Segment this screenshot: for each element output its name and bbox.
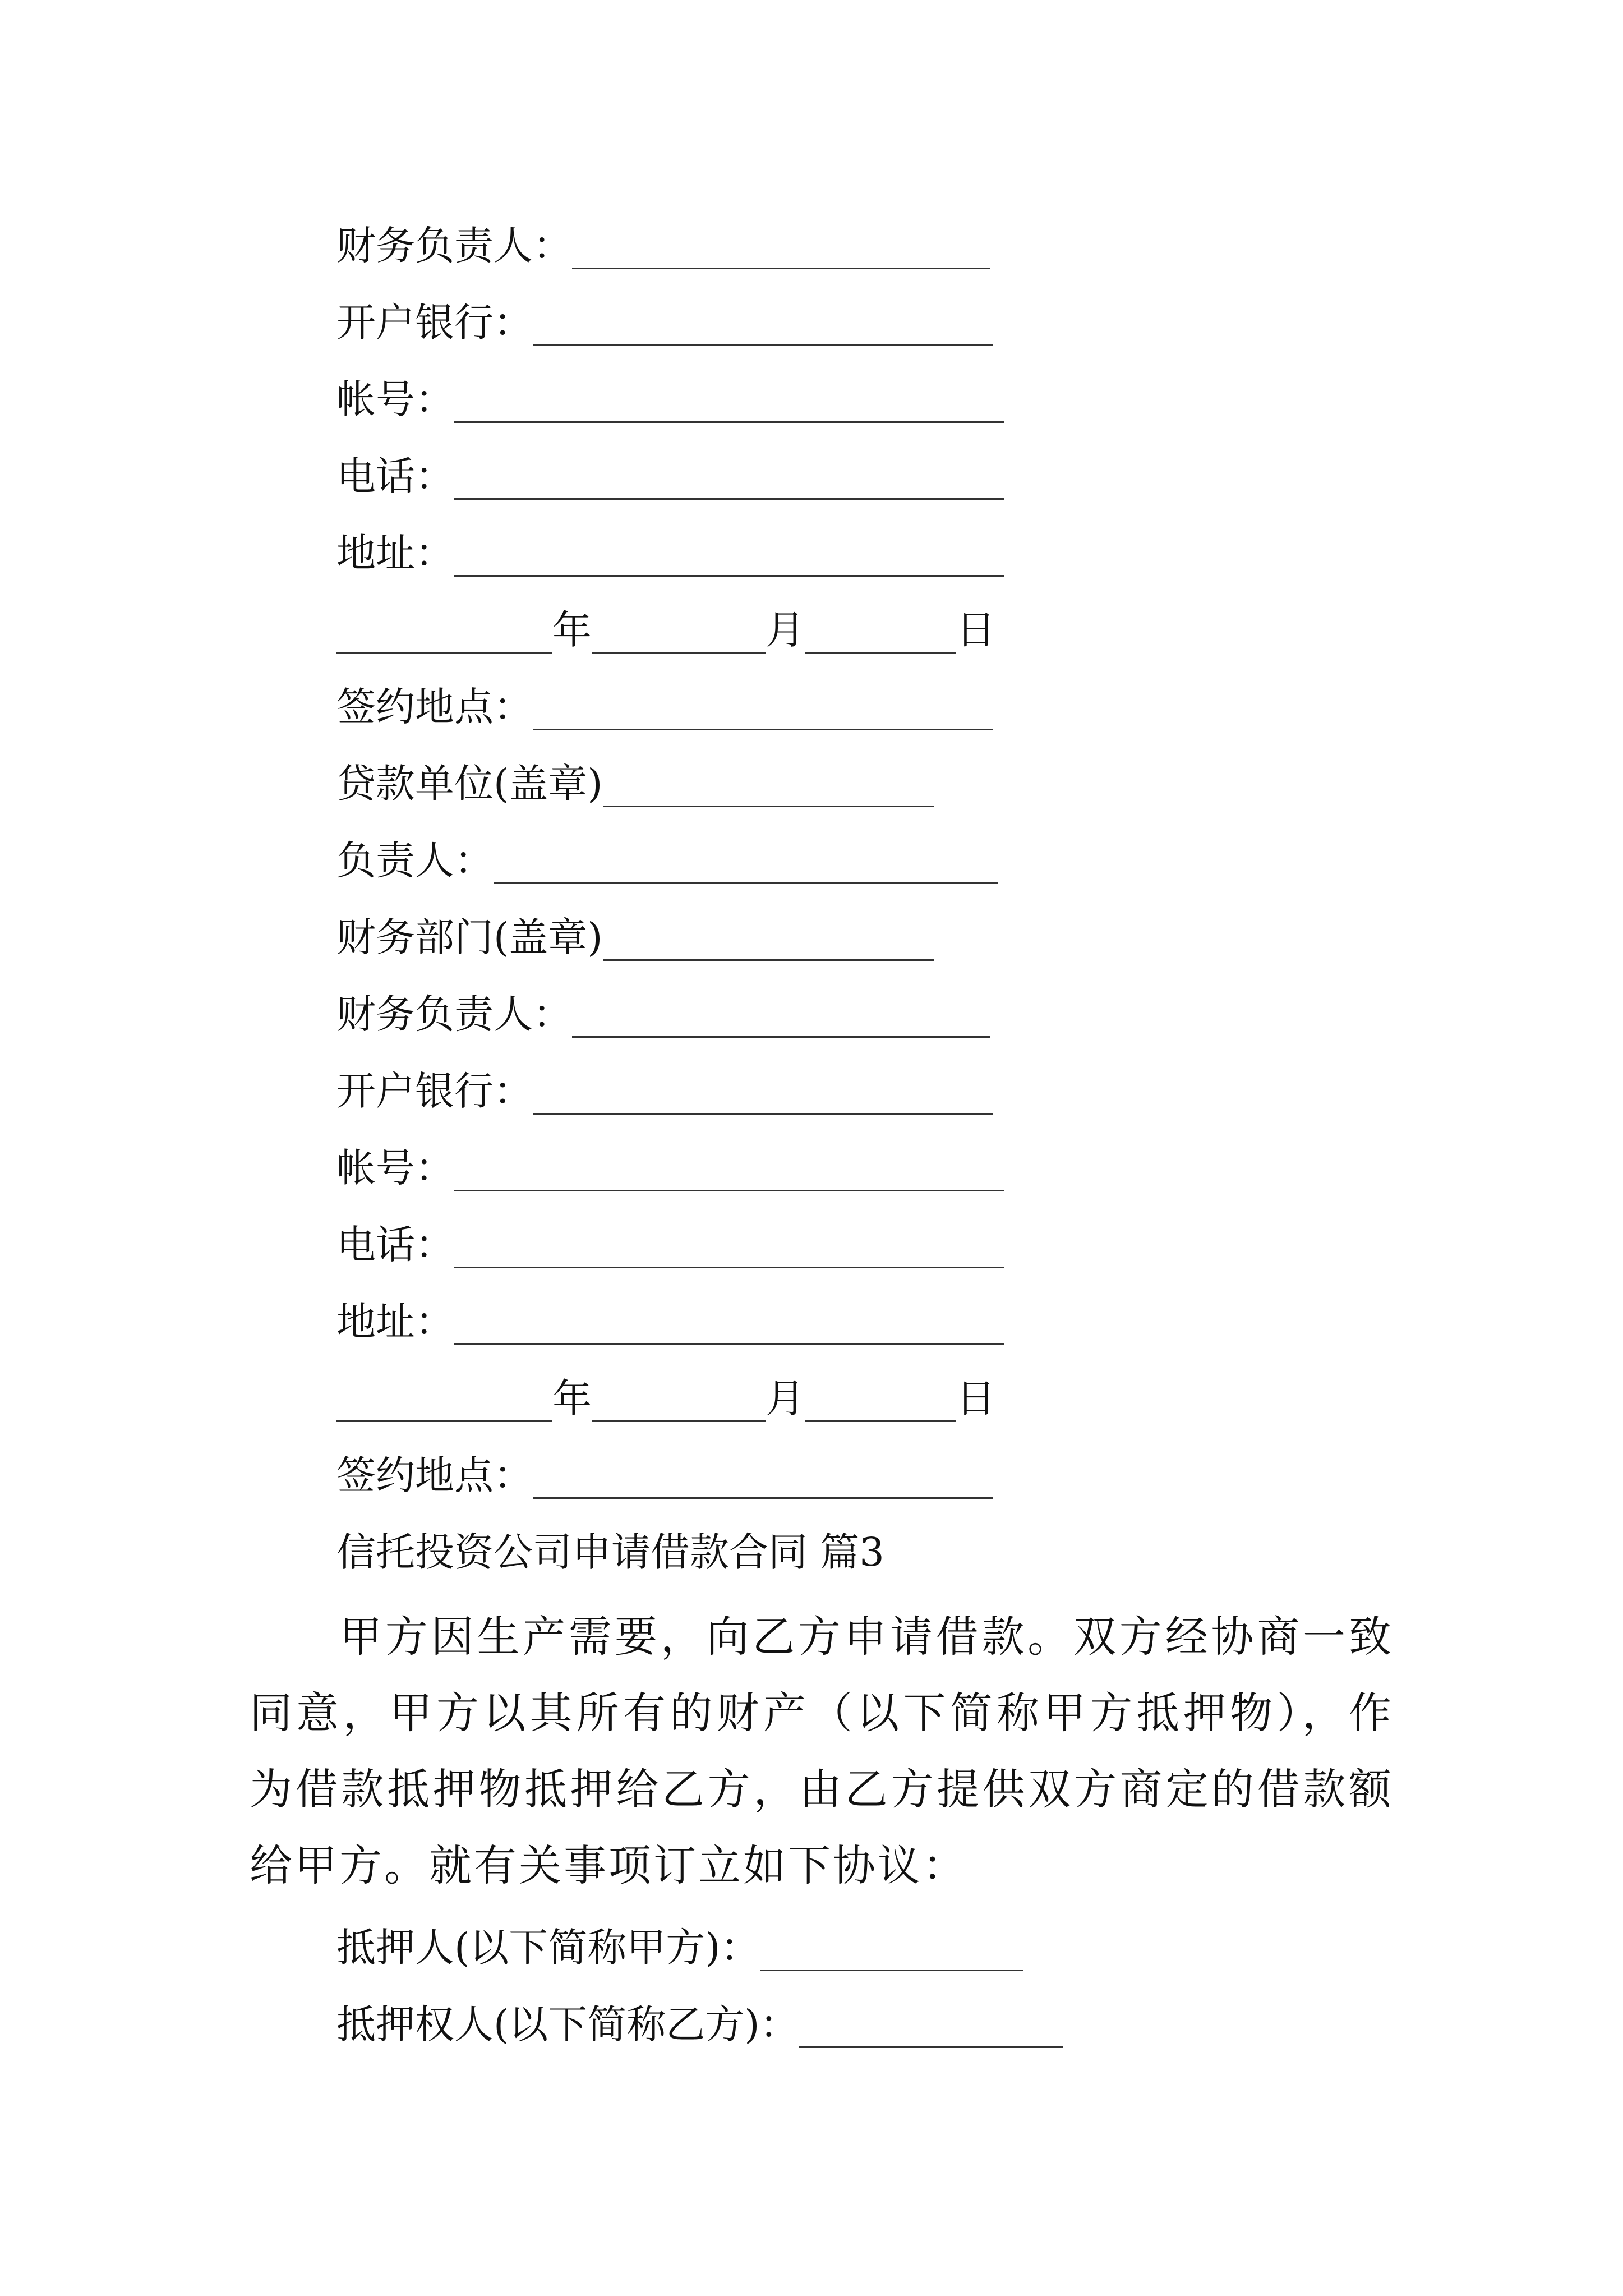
- sign-place-label-2: 签约地点：: [336, 1452, 533, 1498]
- mortgagor-label: 抵押人(以下简称甲方)：: [336, 1925, 760, 1971]
- address-blank-2: [454, 1309, 1004, 1345]
- address-row-2: [336, 1294, 1004, 1350]
- address-label: 地址：: [336, 530, 454, 576]
- year-blank-2: [336, 1386, 552, 1422]
- mortgagor-blank: [760, 1935, 1023, 1971]
- lender-unit-blank: [603, 771, 934, 807]
- finance-head-label: 财务负责人：: [336, 223, 572, 269]
- address-row: [336, 525, 1004, 581]
- head-label: 负责人：: [336, 838, 494, 884]
- bank-blank-2: [533, 1078, 993, 1115]
- bank-row: [336, 295, 993, 351]
- bank-label-2: 开户银行：: [336, 1068, 533, 1114]
- account-blank: [454, 386, 1004, 423]
- phone-blank-2: [454, 1232, 1004, 1268]
- lender-unit-label: 贷款单位(盖章): [336, 761, 603, 807]
- finance-dept-blank: [603, 924, 934, 961]
- address-label-2: 地址：: [336, 1299, 454, 1345]
- finance-head-blank-2: [572, 1001, 990, 1038]
- month-label-2: 月: [766, 1375, 805, 1421]
- address-blank: [454, 540, 1004, 577]
- month-label: 月: [766, 607, 805, 653]
- phone-label-2: 电话：: [336, 1222, 454, 1268]
- phone-label: 电话：: [336, 453, 454, 499]
- head-row: [336, 832, 998, 889]
- sign-place-blank: [533, 694, 993, 730]
- month-blank: [592, 617, 766, 654]
- sign-place-row: [336, 679, 993, 735]
- day-blank: [805, 617, 956, 654]
- bank-row-2: [336, 1063, 993, 1119]
- mortgagee-blank: [799, 2012, 1063, 2048]
- phone-blank: [454, 463, 1004, 500]
- date-row: [336, 602, 995, 658]
- sign-place-label: 签约地点：: [336, 684, 533, 730]
- section-title: 信托投资公司申请借款合同 篇3: [336, 1529, 884, 1575]
- bank-blank: [533, 310, 993, 346]
- finance-dept-label: 财务部门(盖章): [336, 914, 603, 960]
- mortgagor-row: [336, 1920, 1023, 1976]
- day-blank-2: [805, 1386, 956, 1422]
- finance-head-blank: [572, 233, 990, 269]
- account-label-2: 帐号：: [336, 1145, 454, 1191]
- finance-head-label-2: 财务负责人：: [336, 991, 572, 1037]
- sign-place-blank-2: [533, 1462, 993, 1499]
- sign-place-row-2: [336, 1447, 993, 1503]
- account-row: [336, 371, 1004, 427]
- year-blank: [336, 617, 552, 654]
- account-blank-2: [454, 1155, 1004, 1191]
- year-label-2: 年: [552, 1375, 592, 1421]
- mortgagee-label: 抵押权人(以下简称乙方)：: [336, 2001, 799, 2047]
- phone-row: [336, 448, 1004, 504]
- day-label-2: 日: [956, 1375, 995, 1421]
- date-row-2: [336, 1370, 995, 1427]
- phone-row-2: [336, 1217, 1004, 1273]
- finance-head-row: [336, 218, 990, 274]
- finance-head-row-2: [336, 986, 990, 1042]
- month-blank-2: [592, 1386, 766, 1422]
- lender-unit-row: [336, 756, 934, 812]
- year-label: 年: [552, 607, 592, 653]
- bank-label: 开户银行：: [336, 300, 533, 346]
- account-row-2: [336, 1140, 1004, 1196]
- finance-dept-row: [336, 909, 934, 965]
- mortgagee-row: [336, 1996, 1063, 2053]
- head-blank: [494, 848, 998, 884]
- account-label: 帐号：: [336, 376, 454, 422]
- contract-paragraph: 甲方因生产需要，向乙方申请借款。双方经协商一致同意，甲方以其所有的财产（以下简称甲方抵押物），作为借款抵押物抵押给乙方，由乙方提供双方商定的借款额给甲方。就有关事项订立如下协议：: [250, 1612, 1394, 1890]
- day-label: 日: [956, 607, 995, 653]
